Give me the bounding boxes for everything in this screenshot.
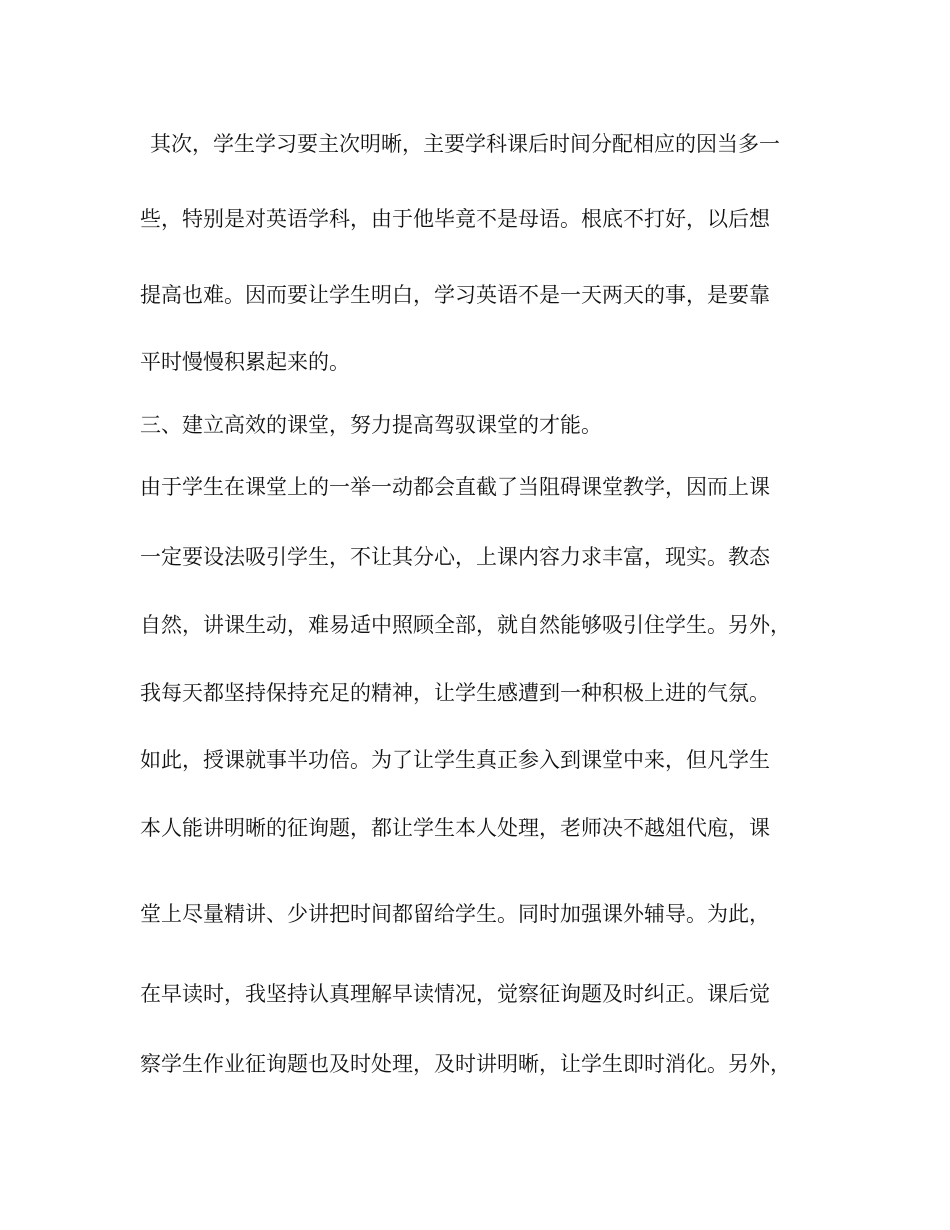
paragraph-line-4: 平时慢慢积累起来的。 — [140, 350, 350, 374]
paragraph-line-14: 察学生作业征询题也及时处理，及时讲明晰，让学生即时消化。另外， — [140, 1052, 791, 1076]
paragraph-line-11: 本人能讲明晰的征询题，都让学生本人处理，老师决不越俎代庖，课 — [140, 816, 770, 840]
paragraph-line-3: 提高也难。因而要让学生明白，学习英语不是一天两天的事，是要靠 — [140, 283, 770, 307]
paragraph-line-13: 在早读时，我坚持认真理解早读情况，觉察征询题及时纠正。课后觉 — [140, 982, 770, 1006]
paragraph-line-7: 一定要设法吸引学生，不让其分心，上课内容力求丰富，现实。教态 — [140, 545, 770, 569]
paragraph-line-12: 堂上尽量精讲、少讲把时间都留给学生。同时加强课外辅导。为此， — [140, 902, 770, 926]
paragraph-line-10: 如此，授课就事半功倍。为了让学生真正参入到课堂中来，但凡学生 — [140, 748, 770, 772]
paragraph-line-1: 其次，学生学习要主次明晰，主要学科课后时间分配相应的因当多一 — [150, 132, 780, 156]
section-heading: 三、建立高效的课堂，努力提高驾驭课堂的才能。 — [140, 413, 602, 437]
paragraph-line-2: 些，特别是对英语学科，由于他毕竟不是母语。根底不打好，以后想 — [140, 207, 770, 231]
paragraph-line-6: 由于学生在课堂上的一举一动都会直截了当阻碍课堂教学，因而上课 — [140, 475, 770, 499]
paragraph-line-9: 我每天都坚持保持充足的精神，让学生感遭到一种积极上进的气氛。 — [140, 681, 770, 705]
paragraph-line-8: 自然，讲课生动，难易适中照顾全部，就自然能够吸引住学生。另外， — [140, 613, 791, 637]
